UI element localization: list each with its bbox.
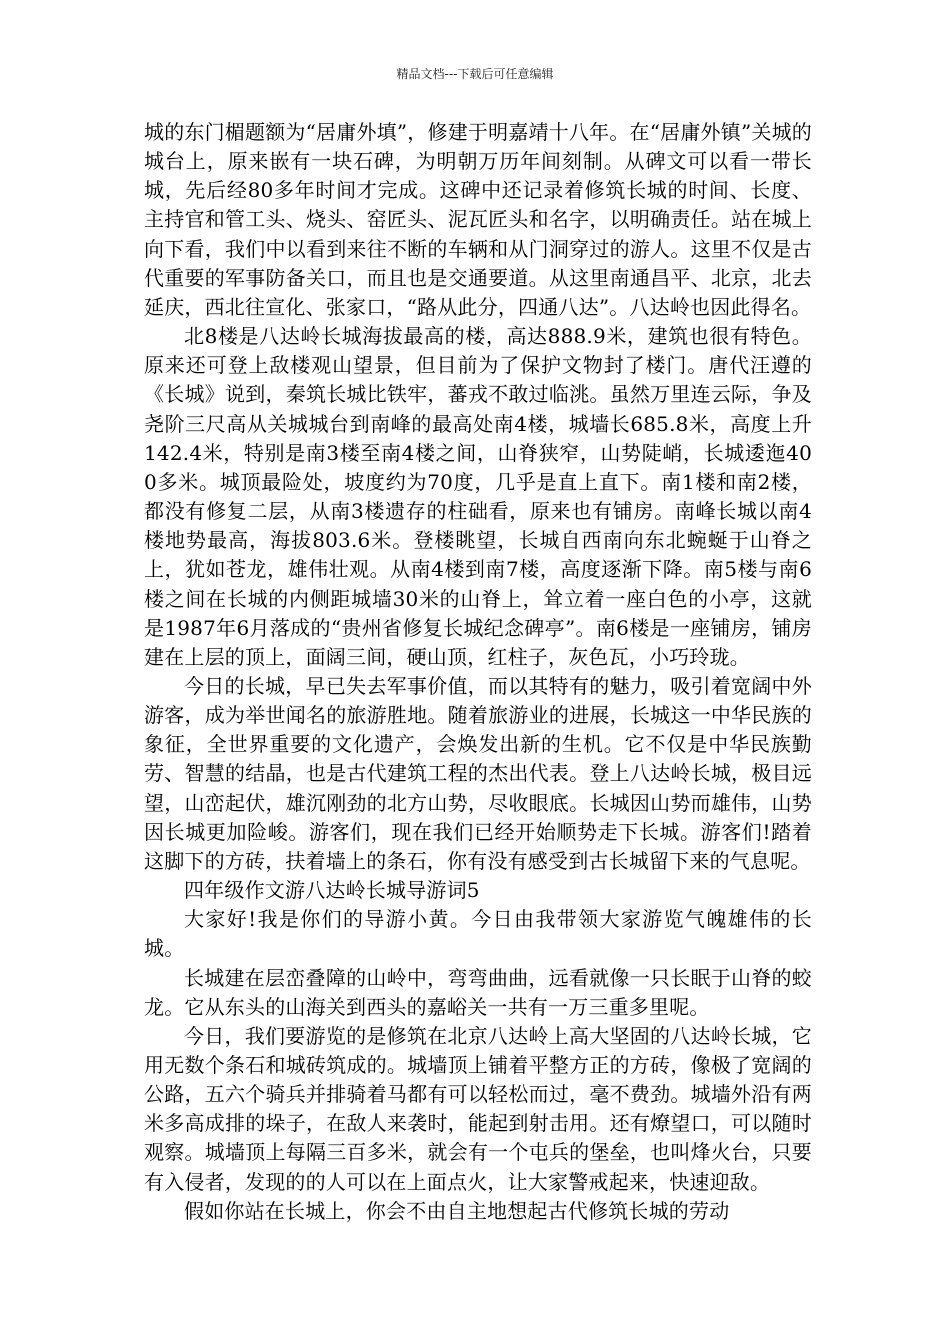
paragraph-7: 假如你站在长城上，你会不由自主地想起古代修筑长城的劳动: [184, 1198, 730, 1223]
paragraph-1: 城的东门楣题额为“居庸外填”，修建于明嘉靖十八年。在“居庸外镇”关城的城台上，原来嵌有一块石碑，为明朝万历年间刻制。从碑文可以看一带长城，先后经80多年时间才完成。这碑中还记录着修筑长城的时间、长度、主持官和管工头、烧头、窑匠头、泥瓦匠头和名字，以明确责任。站在城上向下看，我们中以看到来往不断的车辆和从门洞穿过的游人。这里不仅是古代重要的军事防备关口，而且也是交通要道。从这里南通昌平、北京，北去延庆，西北往宣化、张家口，“路从此分，四通八达”。八达岭也因此得名。: [144, 120, 812, 319]
paragraph-3: 今日的长城，早已失去军事价值，而以其特有的魅力，吸引着宽阔中外游客，成为举世闻名的旅游胜地。随着旅游业的进展，长城这一中华民族的象征，全世界重要的文化遗产，会焕发出新的生机。它不仅是中华民族勤劳、智慧的结晶，也是古代建筑工程的杰出代表。登上八达岭长城，极目远望，山峦起伏，雄沉刚劲的北方山势，尽收眼底。长城因山势而雄伟，山势因长城更加险峻。游客们，现在我们已经开始顺势走下长城。游客们!踏着这脚下的方砖，扶着墙上的条石，你有没有感受到古长城留下来的气息呢。: [144, 673, 812, 873]
document-body: [144, 118, 812, 1226]
page-header: 精品文档---下载后可任意编辑: [396, 67, 554, 81]
section-heading: 四年级作文游八达岭长城导游词5: [184, 878, 480, 903]
paragraph-4: 大家好!我是你们的导游小黄。今日由我带领大家游览气魄雄伟的长城。: [144, 907, 812, 961]
paragraph-2: 北8楼是八达岭长城海拔最高的楼，高达888.9米，建筑也很有特色。原来还可登上敌楼观山望景，但目前为了保护文物封了楼门。唐代汪遵的《长城》说到，秦筑长城比铁牢，蕃戎不敢过临洮。虽然万里连云际，争及尧阶三尺高从关城城台到南峰的最高处南4楼，城墙长685.8米，高度上升142.4米，特别是南3楼至南4楼之间，山脊狭窄，山势陡峭，长城逶迤400多米。城顶最险处，坡度约为70度，几乎是直上直下。南1楼和南2楼，都没有修复二层，从南3楼遗存的柱础看，原来也有铺房。南峰长城以南4楼地势最高，海拔803.6米。登楼眺望，长城自西南向东北蜿蜒于山脊之上，犹如苍龙，雄伟壮观。从南4楼到南7楼，高度逐渐下降。南5楼与南6楼之间在长城的内侧距城墙30米的山脊上，耸立着一座白色的小亭，这就是1987年6月落成的“贵州省修复长城纪念碑亭”。南6楼是一座铺房，铺房建在上层的顶上，面阔三间，硬山顶，红柱子，灰色瓦，小巧玲珑。: [144, 324, 812, 669]
paragraph-5: 长城建在层峦叠障的山岭中，弯弯曲曲，远看就像一只长眠于山脊的蛟龙。它从东头的山海关到西头的嘉峪关一共有一万三重多里呢。: [144, 965, 812, 1019]
paragraph-6: 今日，我们要游览的是修筑在北京八达岭上高大坚固的八达岭长城，它用无数个条石和城砖筑成的。城墙顶上铺着平整方正的方砖，像极了宽阔的公路，五六个骑兵并排骑着马都有可以轻松而过，毫不费劲。城墙外沿有两米多高成排的垛子，在敌人来袭时，能起到射击用。还有燎望口，可以随时观察。城墙顶上每隔三百多米，就会有一个屯兵的堡垒，也叫烽火台，只要有入侵者，发现的的人可以在上面点火，让大家警戒起来，快速迎敌。: [144, 1023, 812, 1194]
